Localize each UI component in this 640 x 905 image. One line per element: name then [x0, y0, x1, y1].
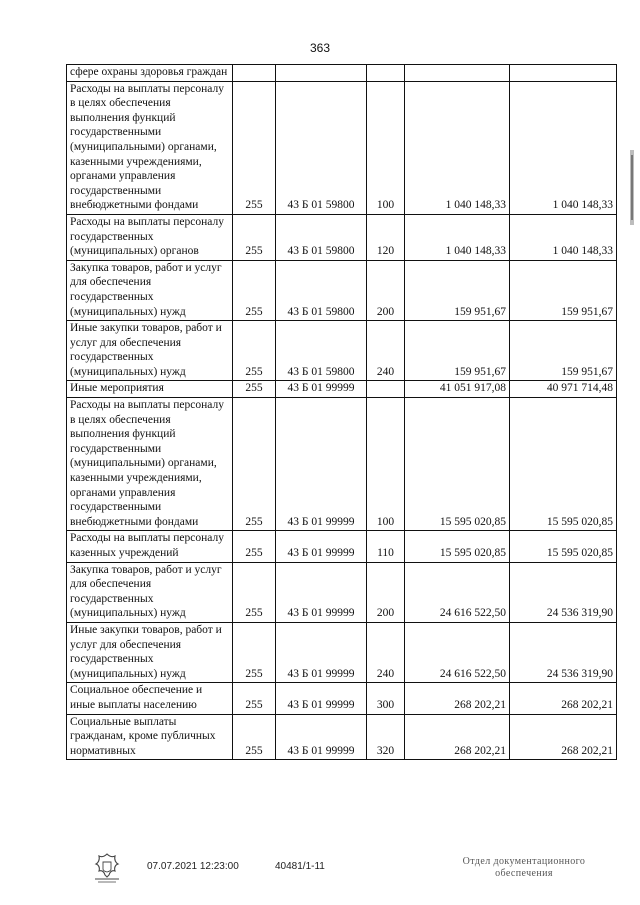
table-row [67, 714, 617, 760]
row-amount-approved: 1 040 148,33 [405, 214, 510, 260]
row-amount-executed: 15 595 020,85 [510, 531, 617, 562]
row-expense-type: 100 [367, 398, 405, 531]
row-name: Закупка товаров, работ и услуг для обеспечения государственных (муниципальных) нужд [67, 562, 233, 622]
row-amount-approved: 24 616 522,50 [405, 622, 510, 682]
row-amount-approved: 159 951,67 [405, 321, 510, 381]
budget-table [66, 64, 617, 760]
row-target-article: 43 Б 01 99999 [276, 381, 367, 398]
coat-of-arms-icon [92, 852, 122, 884]
row-code: 255 [233, 714, 276, 760]
table-row [67, 398, 617, 531]
row-name: Расходы на выплаты персоналу казенных учреждений [67, 531, 233, 562]
row-amount-executed: 15 595 020,85 [510, 398, 617, 531]
row-target-article: 43 Б 01 59800 [276, 321, 367, 381]
row-code: 255 [233, 381, 276, 398]
row-name: Расходы на выплаты персоналу в целях обеспечения выполнения функций государственными (муниципальными) органами, казенными учреждениями, органами управления государственными внебюджетными фондами [67, 81, 233, 214]
table-row [67, 81, 617, 214]
row-name: Иные закупки товаров, работ и услуг для обеспечения государственных (муниципальных) нужд [67, 321, 233, 381]
table-row [67, 321, 617, 381]
row-amount-approved: 24 616 522,50 [405, 562, 510, 622]
row-amount-approved: 1 040 148,33 [405, 81, 510, 214]
row-amount-approved: 159 951,67 [405, 260, 510, 320]
table-row [67, 260, 617, 320]
row-code: 255 [233, 260, 276, 320]
row-expense-type: 120 [367, 214, 405, 260]
row-code: 255 [233, 321, 276, 381]
row-code: 255 [233, 81, 276, 214]
row-amount-executed: 1 040 148,33 [510, 81, 617, 214]
row-target-article [276, 65, 367, 82]
row-expense-type: 200 [367, 562, 405, 622]
footer [0, 852, 640, 902]
row-expense-type: 240 [367, 321, 405, 381]
row-code [233, 65, 276, 82]
row-code: 255 [233, 531, 276, 562]
row-amount-executed: 1 040 148,33 [510, 214, 617, 260]
row-amount-approved: 268 202,21 [405, 683, 510, 714]
row-amount-executed: 40 971 714,48 [510, 381, 617, 398]
scan-edge-artifact [630, 150, 634, 225]
row-expense-type: 240 [367, 622, 405, 682]
row-target-article: 43 Б 01 99999 [276, 683, 367, 714]
row-amount-executed: 159 951,67 [510, 321, 617, 381]
row-name: Расходы на выплаты персоналу в целях обеспечения выполнения функций государственными (муниципальными) органами, казенными учреждениями, органами управления государственными внебюджетными фондами [67, 398, 233, 531]
table-row [67, 562, 617, 622]
row-name: Иные закупки товаров, работ и услуг для обеспечения государственных (муниципальных) нужд [67, 622, 233, 682]
row-target-article: 43 Б 01 59800 [276, 260, 367, 320]
row-code: 255 [233, 562, 276, 622]
row-expense-type: 320 [367, 714, 405, 760]
row-amount-approved: 41 051 917,08 [405, 381, 510, 398]
footer-department-stamp: Отдел документационного обеспечения [462, 856, 586, 879]
table-row [67, 531, 617, 562]
row-amount-executed: 159 951,67 [510, 260, 617, 320]
row-expense-type [367, 381, 405, 398]
row-target-article: 43 Б 01 99999 [276, 398, 367, 531]
table-row [67, 65, 617, 82]
row-name: Закупка товаров, работ и услуг для обеспечения государственных (муниципальных) нужд [67, 260, 233, 320]
row-code: 255 [233, 683, 276, 714]
table-row [67, 214, 617, 260]
row-amount-executed: 24 536 319,90 [510, 562, 617, 622]
row-code: 255 [233, 214, 276, 260]
row-amount-executed: 268 202,21 [510, 683, 617, 714]
row-target-article: 43 Б 01 59800 [276, 81, 367, 214]
row-name: сфере охраны здоровья граждан [67, 65, 233, 82]
row-amount-approved: 15 595 020,85 [405, 531, 510, 562]
row-expense-type [367, 65, 405, 82]
row-name: Иные мероприятия [67, 381, 233, 398]
footer-doc-number: 40481/1-11 [275, 861, 325, 872]
row-target-article: 43 Б 01 99999 [276, 531, 367, 562]
row-name: Социальное обеспечение и иные выплаты населению [67, 683, 233, 714]
row-expense-type: 110 [367, 531, 405, 562]
row-amount-approved: 268 202,21 [405, 714, 510, 760]
table-row [67, 622, 617, 682]
row-expense-type: 100 [367, 81, 405, 214]
row-expense-type: 200 [367, 260, 405, 320]
row-expense-type: 300 [367, 683, 405, 714]
row-target-article: 43 Б 01 99999 [276, 562, 367, 622]
table-row [67, 381, 617, 398]
footer-timestamp: 07.07.2021 12:23:00 [147, 861, 239, 872]
row-amount-executed: 268 202,21 [510, 714, 617, 760]
row-amount-executed [510, 65, 617, 82]
row-target-article: 43 Б 01 99999 [276, 622, 367, 682]
row-name: Расходы на выплаты персоналу государственных (муниципальных) органов [67, 214, 233, 260]
row-target-article: 43 Б 01 59800 [276, 214, 367, 260]
row-amount-approved [405, 65, 510, 82]
row-amount-approved: 15 595 020,85 [405, 398, 510, 531]
table-row [67, 683, 617, 714]
row-code: 255 [233, 622, 276, 682]
row-amount-executed: 24 536 319,90 [510, 622, 617, 682]
row-target-article: 43 Б 01 99999 [276, 714, 367, 760]
row-name: Социальные выплаты гражданам, кроме публичных нормативных [67, 714, 233, 760]
row-code: 255 [233, 398, 276, 531]
page-number: 363 [309, 41, 331, 55]
